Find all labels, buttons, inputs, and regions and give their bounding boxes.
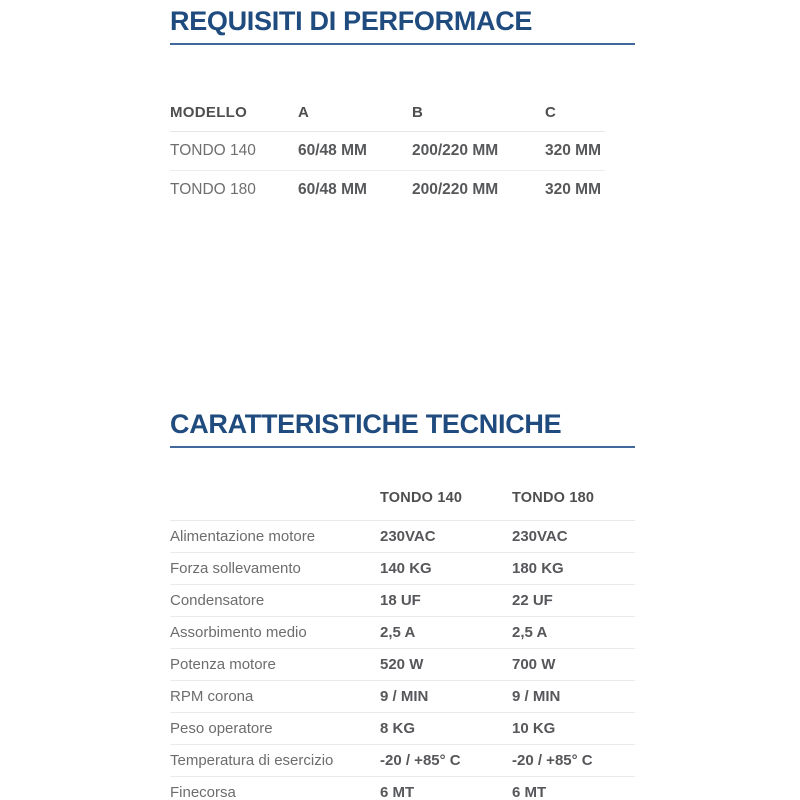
spec-value-tondo-140: -20 / +85° C (380, 745, 512, 777)
spec-value-tondo-140: 6 MT (380, 777, 512, 800)
column-header-b: B (412, 89, 545, 132)
spec-label-cell: Peso operatore (170, 713, 380, 745)
spec-value-tondo-180: 6 MT (512, 777, 635, 800)
spec-label-cell: Condensatore (170, 585, 380, 617)
table-row (170, 171, 605, 210)
specs-table (170, 475, 635, 800)
column-header-blank (170, 475, 380, 521)
spec-row (170, 649, 635, 681)
performance-header-row (170, 89, 605, 132)
spec-row (170, 617, 635, 649)
spec-value-tondo-180: 700 W (512, 649, 635, 681)
spec-label-cell: Potenza motore (170, 649, 380, 681)
value-cell-a: 60/48 MM (298, 132, 412, 171)
model-cell: TONDO 180 (170, 181, 256, 198)
spec-value-tondo-180: -20 / +85° C (512, 745, 635, 777)
spec-label-cell: Forza sollevamento (170, 553, 380, 585)
spec-value-tondo-180: 10 KG (512, 713, 635, 745)
column-header-a: A (298, 89, 412, 132)
spec-value-tondo-140: 9 / MIN (380, 681, 512, 713)
performance-title-rule (170, 43, 635, 45)
model-cell: TONDO 140 (170, 132, 298, 171)
spec-value-tondo-140: 140 KG (380, 553, 512, 585)
spec-label-cell: Alimentazione motore (170, 521, 380, 553)
spec-row (170, 745, 635, 777)
value-cell-c: 320 MM (545, 181, 601, 198)
column-header-tondo-140: TONDO 140 (380, 475, 512, 521)
spec-value-tondo-140: 520 W (380, 649, 512, 681)
value-cell-b: 200/220 MM (412, 181, 499, 198)
value-cell-b: 200/220 MM (412, 132, 545, 171)
specs-header-row (170, 475, 635, 521)
spec-label-cell: Finecorsa (170, 777, 380, 800)
spec-value-tondo-180: 180 KG (512, 553, 635, 585)
section-performance (170, 6, 636, 209)
spec-row (170, 681, 635, 713)
page-root (170, 0, 636, 800)
spec-value-tondo-180: 9 / MIN (512, 681, 635, 713)
section-specs (170, 409, 636, 800)
column-header-tondo-180: TONDO 180 (512, 475, 635, 521)
specs-section-title: CARATTERISTICHE TECNICHE (170, 409, 562, 439)
spec-row (170, 713, 635, 745)
spec-row (170, 777, 635, 800)
value-cell-a: 60/48 MM (298, 181, 367, 198)
spec-value-tondo-180: 2,5 A (512, 617, 635, 649)
spec-value-tondo-180: 22 UF (512, 585, 635, 617)
spec-row (170, 553, 635, 585)
column-header-modello: MODELLO (170, 89, 298, 132)
value-cell-c: 320 MM (545, 132, 605, 171)
spec-row (170, 521, 635, 553)
spec-value-tondo-140: 2,5 A (380, 617, 512, 649)
spec-label-cell: RPM corona (170, 681, 380, 713)
spec-value-tondo-140: 8 KG (380, 713, 512, 745)
performance-section-title: REQUISITI DI PERFORMACE (170, 6, 533, 36)
spec-value-tondo-140: 230VAC (380, 521, 512, 553)
column-header-c: C (545, 89, 605, 132)
spec-value-tondo-180: 230VAC (512, 521, 635, 553)
spec-label-cell: Assorbimento medio (170, 617, 380, 649)
spec-row (170, 585, 635, 617)
spec-value-tondo-140: 18 UF (380, 585, 512, 617)
table-row (170, 132, 605, 171)
specs-title-rule (170, 446, 635, 448)
spec-label-cell: Temperatura di esercizio (170, 745, 380, 777)
performance-table (170, 89, 605, 209)
